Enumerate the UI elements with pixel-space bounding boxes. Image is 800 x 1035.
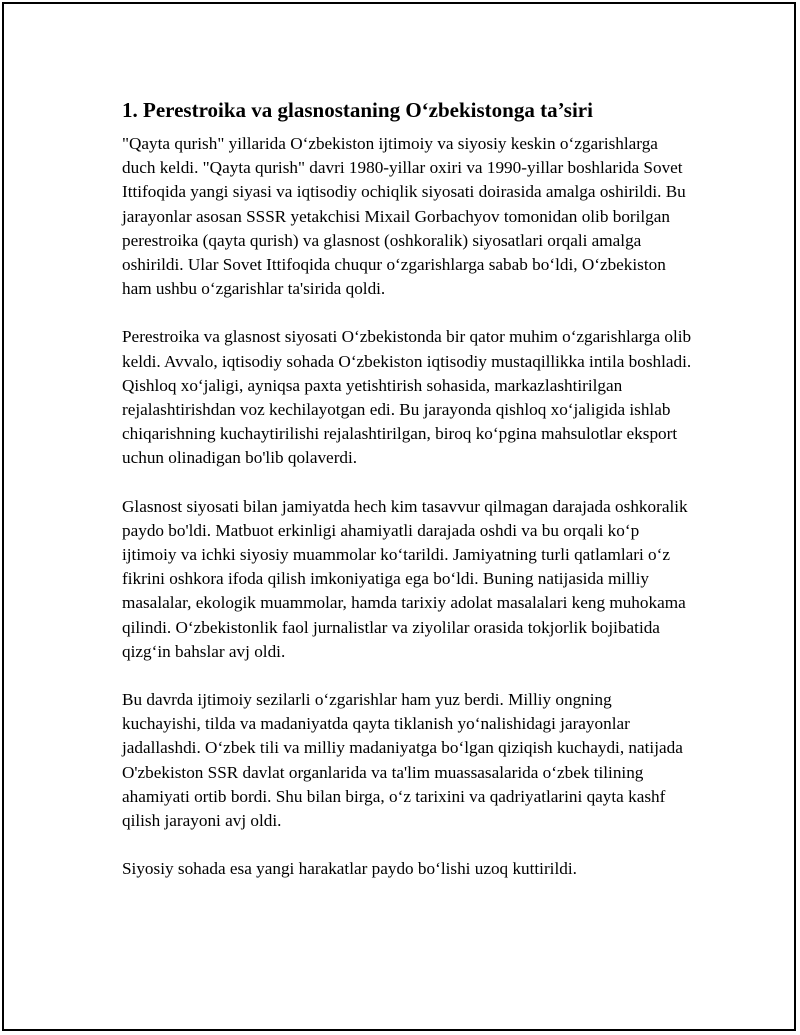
paragraph-2: Perestroika va glasnost siyosati O‘zbekistonda bir qator muhim o‘zgarishlarga olib keldi. Avvalo, iqtisodiy sohada O‘zbekiston iqtisodiy mustaqillikka intila boshladi. Qishloq xo‘jaligi, ayniqsa paxta yetishtirish sohasida, markazlashtirilgan rejalashtirishdan voz kechilayotgan edi. Bu jarayonda qishloq xo‘jaligida ishlab chiqarishning kuchaytirilishi rejalashtirilgan, biroq ko‘pgina mahsulotlar eksport uchun olinadigan bo'lib qolaverdi. (122, 327, 692, 468)
paragraph-3: Glasnost siyosati bilan jamiyatda hech kim tasavvur qilmagan darajada oshkoralik paydo bo'ldi. Matbuot erkinligi ahamiyatli darajada oshdi va bu orqali ko‘p ijtimoiy va ichki siyosiy muammolar ko‘tarildi. Jamiyatning turli qatlamlari o‘z fikrini oshkora ifoda qilish imkoniyatiga ega bo‘ldi. Buning natijasida milliy masalalar, ekologik muammolar, hamda tarixiy adolat masalalari keng muhokama qilindi. O‘zbekistonlik faol jurnalistlar va ziyolilar orasida tokjorlik bojibatida qizg‘in bahslar avj oldi. (122, 496, 688, 661)
paragraph-5: Siyosiy sohada esa yangi harakatlar paydo bo‘lishi uzoq kuttirildi. (122, 859, 577, 879)
paragraph-1: "Qayta qurish" yillarida O‘zbekiston ijtimoiy va siyosiy keskin o‘zgarishlarga duch keldi. "Qayta qurish" davri 1980-yillar oxiri va 1990-yillar boshlarida Sovet Ittifoqida yangi siyasi va iqtisodiy ochiqlik siyosati doirasida amalga oshirildi. Bu jarayonlar asosan SSSR yetakchisi Mixail Gorbachyov tomonidan olib borilgan perestroika (qayta qurish) va glasnost (oshkoralik) siyosatlari orqali amalga oshirildi. Ular Sovet Ittifoqida chuqur o‘zgarishlarga sabab bo‘ldi, O‘zbekiston ham ushbu o‘zgarishlar ta'sirida qoldi. (122, 134, 686, 299)
document-body (122, 97, 692, 881)
section-heading: 1. Perestroika va glasnostaning O‘zbekistonga ta’siri (122, 98, 593, 122)
page-frame (2, 2, 796, 1031)
paragraph-4: Bu davrda ijtimoiy sezilarli o‘zgarishlar ham yuz berdi. Milliy ongning kuchayishi, tilda va madaniyatda qayta tiklanish yo‘nalishidagi jarayonlar jadallashdi. O‘zbek tili va milliy madaniyatga bo‘lgan qiziqish kuchaydi, natijada O'zbekiston SSR davlat organlarida va ta'lim muassasalarida o‘zbek tilining ahamiyati ortib bordi. Shu bilan birga, o‘z tarixini va qadriyatlarini qayta kashf qilish jarayoni avj oldi. (122, 690, 683, 831)
